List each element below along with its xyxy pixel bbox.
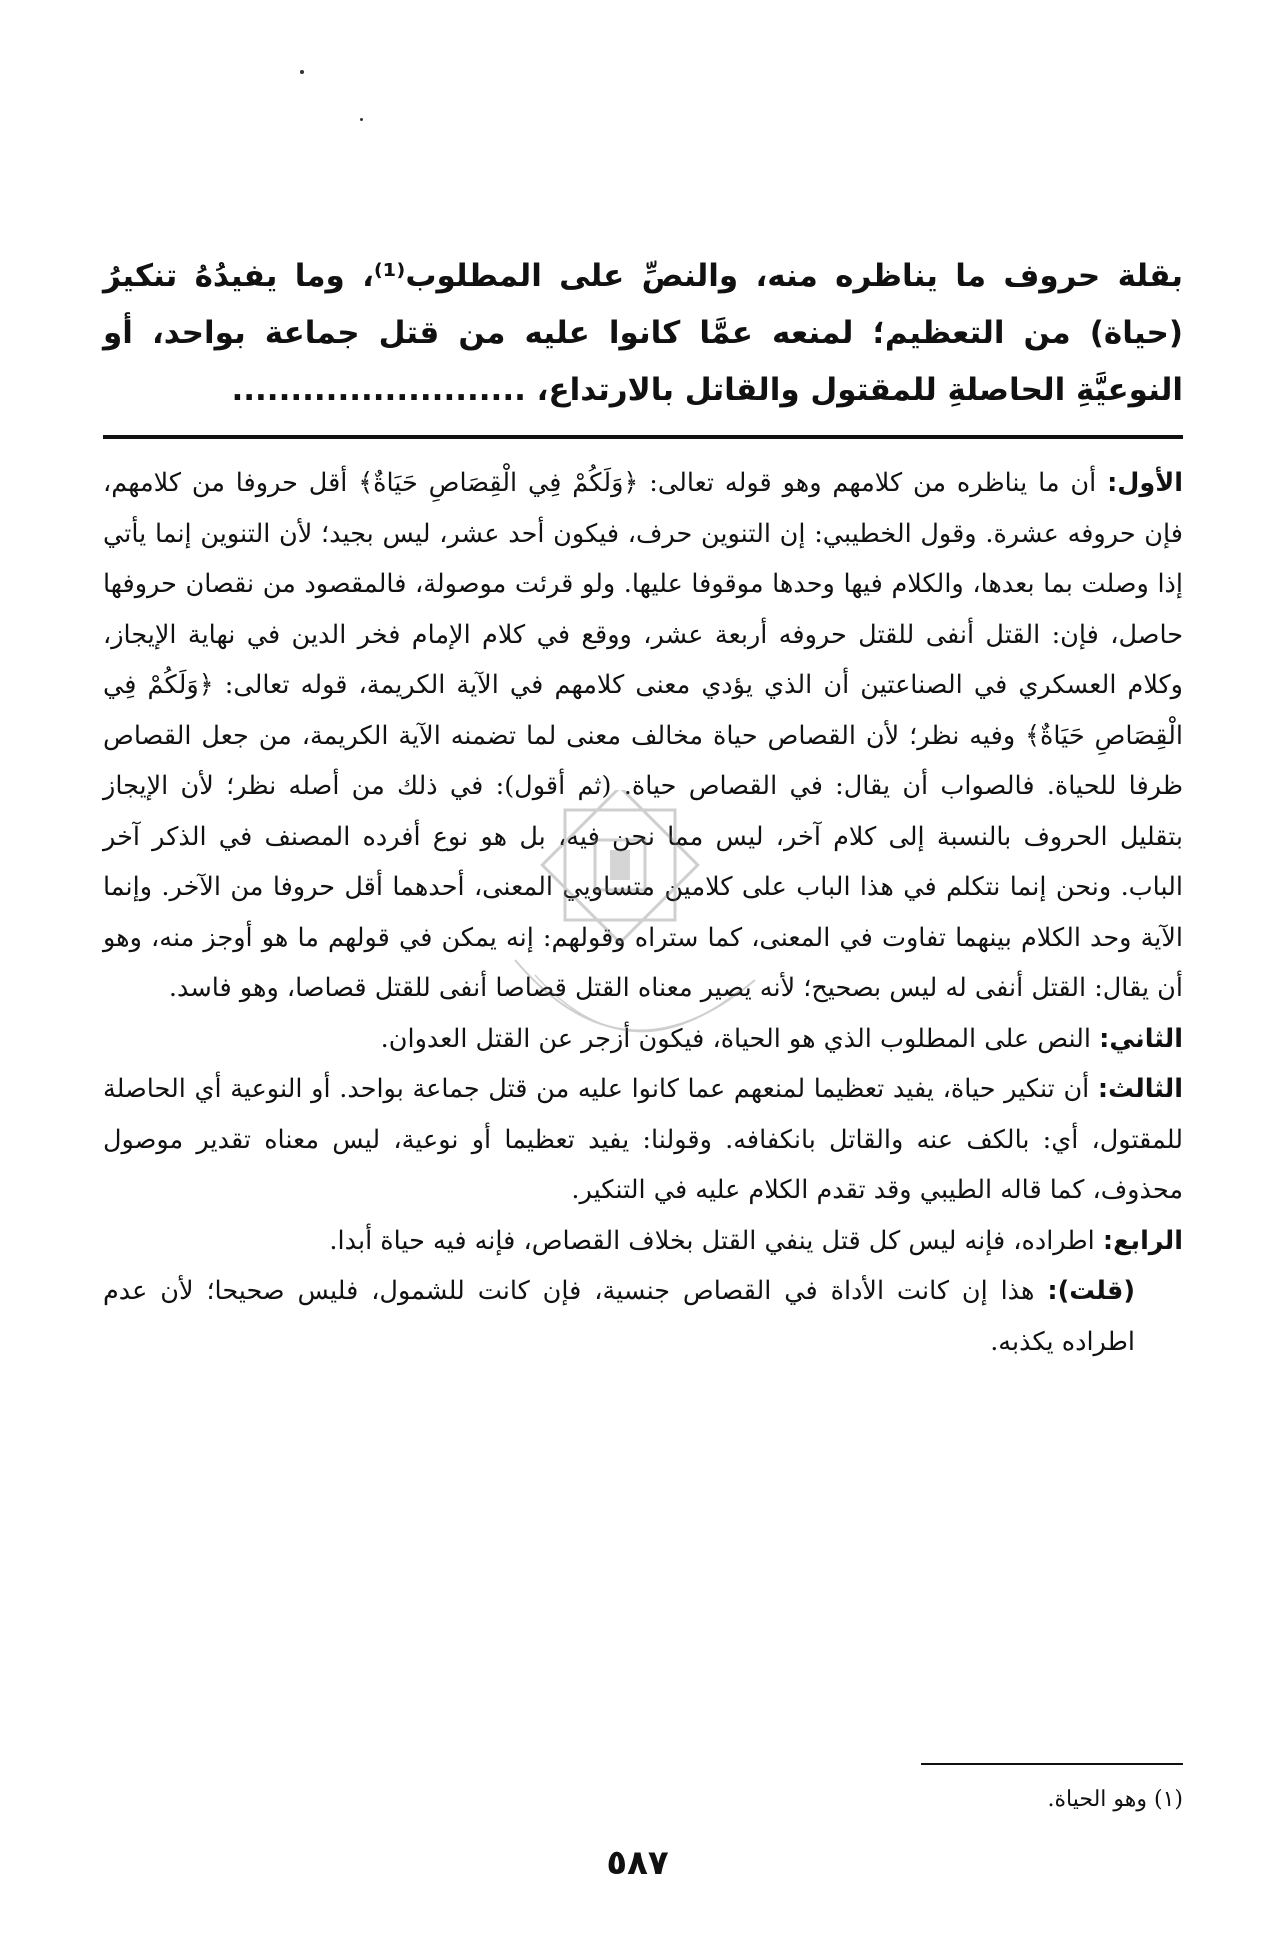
scan-speck — [360, 118, 363, 121]
third-text: أن تنكير حياة، يفيد تعظيما لمنعهم عما كانوا عليه من قتل جماعة بواحد. أو النوعية أي الحاصلة للمقتول، أي: بالكف عنه والقاتل بانكفافه. وقولنا: يفيد تعظيما أو نوعية، ليس معناه تقدير موصول محذوف، كما قاله الطيبي وقد تقدم الكلام عليه في التنكير. — [103, 1074, 1183, 1205]
commentary-block — [103, 458, 1183, 1367]
text-commentary-divider — [103, 435, 1183, 439]
second-label: الثاني: — [1099, 1023, 1183, 1054]
third-label: الثالث: — [1097, 1074, 1183, 1104]
qult-text: هذا إن كانت الأداة في القصاص جنسية، فإن كانت للشمول، فليس صحيحا؛ لأن عدم اطراده يكذبه. — [103, 1276, 1135, 1357]
main-text-paragraph: بقلة حروف ما يناظره منه، والنصِّ على المطلوب⁽¹⁾، وما يفيدُهُ تنكيرُ (حياة) من التعظيم؛ لمنعه عمَّا كانوا عليه من قتل جماعة بواحد، أو النوعيَّةِ الحاصلةِ للمقتول والقاتل بالارتداع، ......................... — [103, 258, 1183, 408]
commentary-qult — [103, 1266, 1183, 1367]
qult-label: (قلت): — [1047, 1276, 1135, 1306]
footnote: (١) وهو الحياة. — [1047, 1787, 1183, 1812]
scan-speck — [300, 70, 304, 74]
commentary-first — [103, 458, 1183, 1014]
fourth-label: الرابع: — [1102, 1225, 1183, 1256]
first-label: الأول: — [1107, 468, 1183, 498]
page-number: ٥٨٧ — [606, 1843, 669, 1883]
footnote-separator — [921, 1763, 1183, 1765]
commentary-second — [103, 1014, 1183, 1065]
commentary-third — [103, 1064, 1183, 1216]
fourth-text: اطراده، فإنه ليس كل قتل ينفي القتل بخلاف القصاص، فإنه فيه حياة أبدا. — [329, 1225, 1095, 1256]
commentary-fourth — [103, 1216, 1183, 1267]
main-text-block — [103, 248, 1183, 419]
second-text: النص على المطلوب الذي هو الحياة، فيكون أزجر عن القتل العدوان. — [380, 1023, 1092, 1054]
first-text: أن ما يناظره من كلامهم وهو قوله تعالى: ﴿وَلَكُمْ فِي الْقِصَاصِ حَيَاةٌ﴾ أقل حروفا من كلامهم، فإن حروفه عشرة. وقول الخطيبي: إن التنوين حرف، فيكون أحد عشر، ليس بجيد؛ لأن التنوين إنما يأتي إذا وصلت بما بعدها، والكلام فيها وحدها موقوفا عليها. ولو قرئت موصولة، فالمقصود من نقصان حروفها حاصل، فإن: القتل أنفى للقتل حروفه أربعة عشر، ووقع في كلام الإمام فخر الدين في نهاية الإيجاز، وكلام العسكري في الصناعتين أن الذي يؤدي معنى كلامهم في الآية الكريمة، قوله تعالى: ﴿وَلَكُمْ فِي الْقِصَاصِ حَيَاةٌ﴾ وفيه نظر؛ لأن القصاص حياة مخالف معنى لما تضمنه الآية الكريمة، من جعل القصاص ظرفا للحياة. فالصواب أن يقال: في القصاص حياة. (ثم أقول): في ذلك من أصله نظر؛ لأن الإيجاز بتقليل الحروف بالنسبة إلى كلام آخر، ليس مما نحن فيه، بل هو نوع أفرده المصنف في الذكر آخر الباب. ونحن إنما نتكلم في هذا الباب على كلامين متساويي المعنى، أحدهما أقل حروفا من الآخر. وإنما الآية وحد الكلام بينهما تفاوت في المعنى، كما ستراه وقولهم: إنه يمكن في قولهم ما هو أوجز منه، وهو أن يقال: القتل أنفى له ليس بصحيح؛ لأنه يصير معناه القتل قصاصا أنفى للقتل قصاصا، وهو فاسد. — [103, 468, 1183, 1003]
